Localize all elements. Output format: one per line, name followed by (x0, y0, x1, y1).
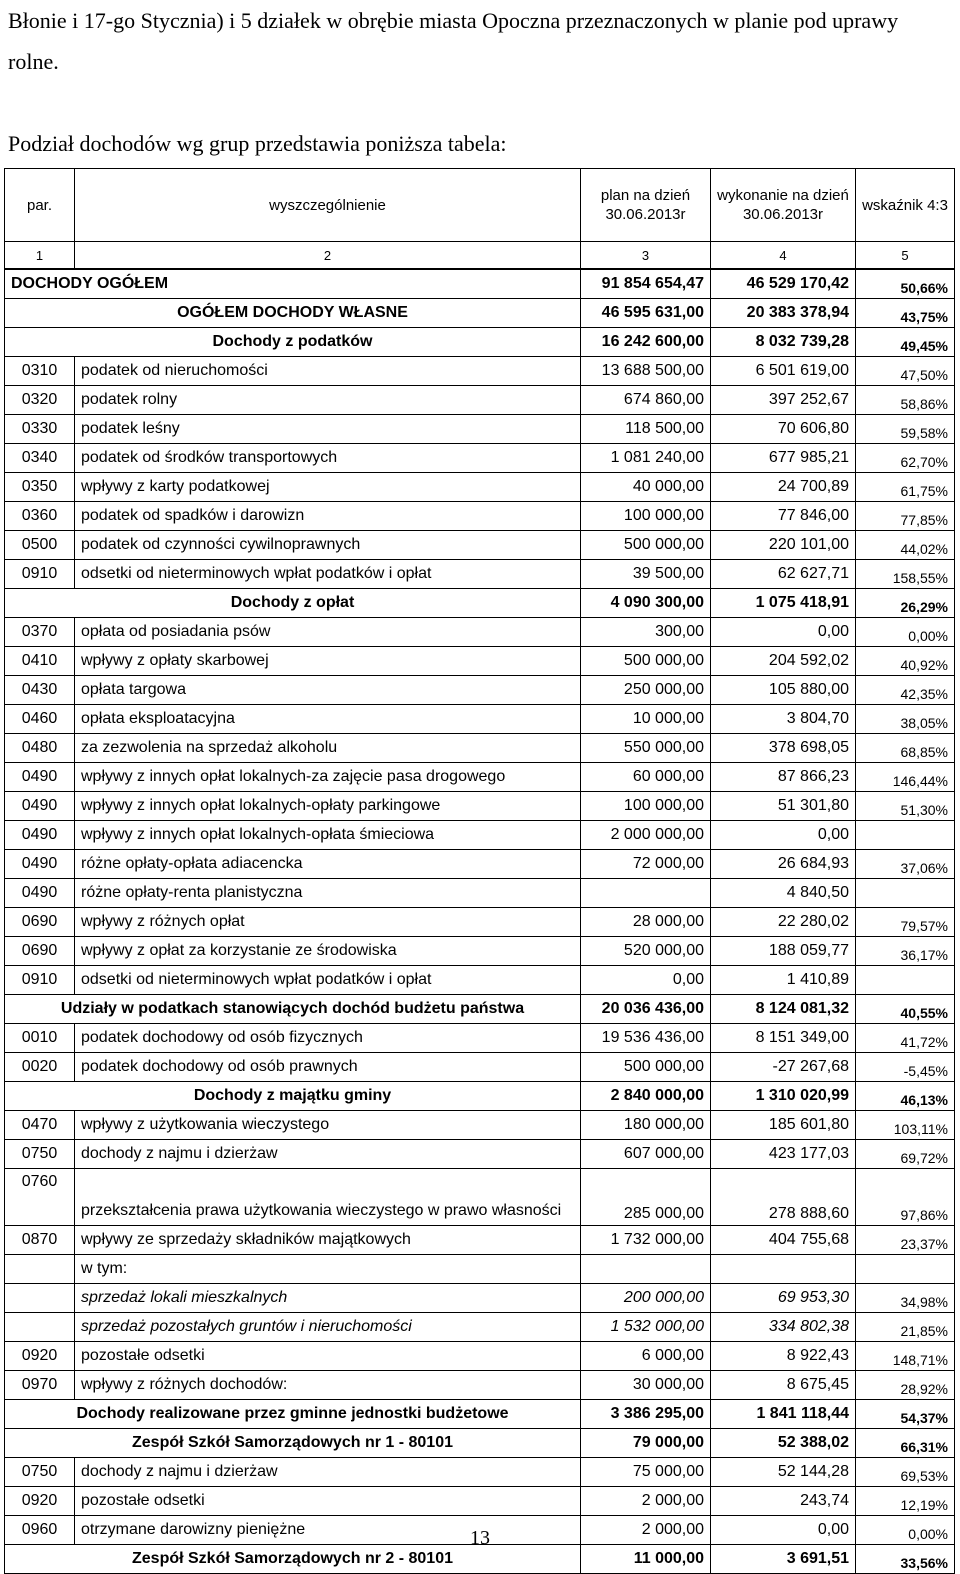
ratio-percent (856, 966, 955, 995)
execution-amount: 677 985,21 (711, 444, 856, 473)
row-description: otrzymane darowizny pieniężne (75, 1516, 581, 1545)
row-description: opłata eksploatacyjna (75, 705, 581, 734)
execution-amount: 397 252,67 (711, 386, 856, 415)
paragraph-code: 0410 (5, 647, 75, 676)
execution-amount: 8 151 349,00 (711, 1024, 856, 1053)
table-row (5, 763, 955, 792)
row-description: opłata od posiadania psów (75, 618, 581, 647)
plan-amount: 180 000,00 (581, 1111, 711, 1140)
plan-amount: 674 860,00 (581, 386, 711, 415)
table-row (5, 1169, 955, 1226)
table-header-row (5, 169, 955, 242)
paragraph-code: 0370 (5, 618, 75, 647)
execution-amount: 69 953,30 (711, 1284, 856, 1313)
section-title: Dochody z opłat (5, 589, 581, 618)
ratio-percent: 49,45% (856, 328, 955, 357)
ratio-percent: 44,02% (856, 531, 955, 560)
header-execution: wykonanie na dzień 30.06.2013r (711, 169, 856, 242)
row-description: wpływy z opłat za korzystanie ze środowiska (75, 937, 581, 966)
ratio-percent: 28,92% (856, 1371, 955, 1400)
plan-amount: 3 386 295,00 (581, 1400, 711, 1429)
ratio-percent: 79,57% (856, 908, 955, 937)
section-title: Dochody z podatków (5, 328, 581, 357)
execution-amount: 4 840,50 (711, 879, 856, 908)
table-row (5, 589, 955, 618)
ratio-percent: 40,92% (856, 647, 955, 676)
execution-amount: 204 592,02 (711, 647, 856, 676)
plan-amount (581, 879, 711, 908)
section-title: Udziały w podatkach stanowiących dochód budżetu państwa (5, 995, 581, 1024)
table-row (5, 1313, 955, 1342)
ratio-percent: 47,50% (856, 357, 955, 386)
plan-amount: 1 081 240,00 (581, 444, 711, 473)
ratio-percent (856, 1255, 955, 1284)
plan-amount: 16 242 600,00 (581, 328, 711, 357)
table-row (5, 1284, 955, 1313)
row-description: w tym: (75, 1255, 581, 1284)
plan-amount: 19 536 436,00 (581, 1024, 711, 1053)
execution-amount: -27 267,68 (711, 1053, 856, 1082)
ratio-percent: 12,19% (856, 1487, 955, 1516)
paragraph-code: 0330 (5, 415, 75, 444)
ratio-percent: 0,00% (856, 618, 955, 647)
ratio-percent: -5,45% (856, 1053, 955, 1082)
execution-amount: 77 846,00 (711, 502, 856, 531)
paragraph-code: 0460 (5, 705, 75, 734)
execution-amount: 1 310 020,99 (711, 1082, 856, 1111)
ratio-percent: 103,11% (856, 1111, 955, 1140)
column-number: 2 (75, 242, 581, 270)
paragraph-code: 0970 (5, 1371, 75, 1400)
row-description: różne opłaty-opłata adiacencka (75, 850, 581, 879)
ratio-percent: 41,72% (856, 1024, 955, 1053)
ratio-percent: 34,98% (856, 1284, 955, 1313)
plan-amount: 100 000,00 (581, 792, 711, 821)
table-body (5, 269, 955, 1574)
table-row (5, 734, 955, 763)
table-row (5, 1082, 955, 1111)
execution-amount: 3 804,70 (711, 705, 856, 734)
plan-amount: 28 000,00 (581, 908, 711, 937)
plan-amount: 500 000,00 (581, 1053, 711, 1082)
plan-amount: 4 090 300,00 (581, 589, 711, 618)
row-description: odsetki od nieterminowych wpłat podatków i opłat (75, 966, 581, 995)
execution-amount: 105 880,00 (711, 676, 856, 705)
execution-amount: 278 888,60 (711, 1169, 856, 1226)
ratio-percent: 0,00% (856, 1516, 955, 1545)
paragraph-code: 0500 (5, 531, 75, 560)
plan-amount: 13 688 500,00 (581, 357, 711, 386)
execution-amount: 334 802,38 (711, 1313, 856, 1342)
row-description: przekształcenia prawa użytkowania wieczystego w prawo własności (75, 1169, 581, 1226)
paragraph-code: 0320 (5, 386, 75, 415)
execution-amount: 188 059,77 (711, 937, 856, 966)
ratio-percent: 51,30% (856, 792, 955, 821)
paragraph-code: 0480 (5, 734, 75, 763)
execution-amount: 8 675,45 (711, 1371, 856, 1400)
table-row (5, 1255, 955, 1284)
paragraph-code: 0470 (5, 1111, 75, 1140)
paragraph-code: 0350 (5, 473, 75, 502)
execution-amount: 3 691,51 (711, 1545, 856, 1574)
table-row (5, 1371, 955, 1400)
paragraph-code: 0870 (5, 1226, 75, 1255)
row-description: wpływy z innych opłat lokalnych-za zajęcie pasa drogowego (75, 763, 581, 792)
table-row (5, 618, 955, 647)
row-description: pozostałe odsetki (75, 1487, 581, 1516)
table-row (5, 1053, 955, 1082)
execution-amount: 26 684,93 (711, 850, 856, 879)
execution-amount: 8 124 081,32 (711, 995, 856, 1024)
ratio-percent: 23,37% (856, 1226, 955, 1255)
plan-amount: 79 000,00 (581, 1429, 711, 1458)
row-description: dochody z najmu i dzierżaw (75, 1140, 581, 1169)
row-description: podatek rolny (75, 386, 581, 415)
ratio-percent: 46,13% (856, 1082, 955, 1111)
ratio-percent: 26,29% (856, 589, 955, 618)
ratio-percent: 40,55% (856, 995, 955, 1024)
execution-amount (711, 1255, 856, 1284)
row-description: wpływy z innych opłat lokalnych-opłaty parkingowe (75, 792, 581, 821)
section-title: Zespół Szkół Samorządowych nr 2 - 80101 (5, 1545, 581, 1574)
paragraph-code: 0960 (5, 1516, 75, 1545)
ratio-percent: 69,53% (856, 1458, 955, 1487)
row-description: wpływy z opłaty skarbowej (75, 647, 581, 676)
income-table (4, 168, 955, 1574)
execution-amount: 62 627,71 (711, 560, 856, 589)
paragraph-code: 0690 (5, 937, 75, 966)
row-description: wpływy z różnych dochodów: (75, 1371, 581, 1400)
plan-amount: 500 000,00 (581, 531, 711, 560)
table-row (5, 647, 955, 676)
ratio-percent: 146,44% (856, 763, 955, 792)
paragraph-code: 0360 (5, 502, 75, 531)
plan-amount: 20 036 436,00 (581, 995, 711, 1024)
ratio-percent: 43,75% (856, 299, 955, 328)
row-description: dochody z najmu i dzierżaw (75, 1458, 581, 1487)
table-row (5, 879, 955, 908)
row-description: pozostałe odsetki (75, 1342, 581, 1371)
plan-amount: 46 595 631,00 (581, 299, 711, 328)
paragraph-code: 0750 (5, 1140, 75, 1169)
paragraph-code: 0020 (5, 1053, 75, 1082)
row-description: podatek od nieruchomości (75, 357, 581, 386)
section-title: DOCHODY OGÓŁEM (5, 269, 581, 299)
ratio-percent: 58,86% (856, 386, 955, 415)
ratio-percent: 148,71% (856, 1342, 955, 1371)
table-row (5, 269, 955, 299)
plan-amount: 300,00 (581, 618, 711, 647)
table-row (5, 966, 955, 995)
ratio-percent: 77,85% (856, 502, 955, 531)
plan-amount: 200 000,00 (581, 1284, 711, 1313)
table-row (5, 560, 955, 589)
paragraph-code: 0340 (5, 444, 75, 473)
column-number: 3 (581, 242, 711, 270)
execution-amount: 6 501 619,00 (711, 357, 856, 386)
section-title: Dochody z majątku gminy (5, 1082, 581, 1111)
plan-amount: 10 000,00 (581, 705, 711, 734)
column-number: 5 (856, 242, 955, 270)
paragraph-code: 0760 (5, 1169, 75, 1226)
plan-amount: 40 000,00 (581, 473, 711, 502)
table-row (5, 995, 955, 1024)
ratio-percent (856, 821, 955, 850)
plan-amount: 2 000,00 (581, 1516, 711, 1545)
section-title: Zespół Szkół Samorządowych nr 1 - 80101 (5, 1429, 581, 1458)
row-description: za zezwolenia na sprzedaż alkoholu (75, 734, 581, 763)
execution-amount: 243,74 (711, 1487, 856, 1516)
ratio-percent: 54,37% (856, 1400, 955, 1429)
table-row (5, 473, 955, 502)
paragraph-code: 0920 (5, 1342, 75, 1371)
intro-text (8, 0, 953, 164)
plan-amount: 550 000,00 (581, 734, 711, 763)
paragraph-code: 0490 (5, 763, 75, 792)
row-description: wpływy z różnych opłat (75, 908, 581, 937)
table-row (5, 937, 955, 966)
plan-amount: 30 000,00 (581, 1371, 711, 1400)
row-description: wpływy ze sprzedaży składników majątkowych (75, 1226, 581, 1255)
table-row (5, 1429, 955, 1458)
table-row (5, 676, 955, 705)
execution-amount: 8 922,43 (711, 1342, 856, 1371)
table-row (5, 1226, 955, 1255)
table-row (5, 444, 955, 473)
table-row (5, 1342, 955, 1371)
paragraph-code: 0430 (5, 676, 75, 705)
paragraph-code: 0310 (5, 357, 75, 386)
column-number: 4 (711, 242, 856, 270)
execution-amount: 22 280,02 (711, 908, 856, 937)
header-plan: plan na dzień 30.06.2013r (581, 169, 711, 242)
paragraph-code: 0690 (5, 908, 75, 937)
execution-amount: 52 144,28 (711, 1458, 856, 1487)
plan-amount: 72 000,00 (581, 850, 711, 879)
plan-amount: 250 000,00 (581, 676, 711, 705)
execution-amount: 52 388,02 (711, 1429, 856, 1458)
plan-amount: 75 000,00 (581, 1458, 711, 1487)
execution-amount: 8 032 739,28 (711, 328, 856, 357)
execution-amount: 87 866,23 (711, 763, 856, 792)
ratio-percent: 62,70% (856, 444, 955, 473)
paragraph-code: 0910 (5, 560, 75, 589)
plan-amount: 285 000,00 (581, 1169, 711, 1226)
row-description: wpływy z innych opłat lokalnych-opłata śmieciowa (75, 821, 581, 850)
row-description: podatek od czynności cywilnoprawnych (75, 531, 581, 560)
paragraph-code: 0490 (5, 850, 75, 879)
paragraph-code (5, 1255, 75, 1284)
paragraph-code: 0010 (5, 1024, 75, 1053)
column-number: 1 (5, 242, 75, 270)
plan-amount: 91 854 654,47 (581, 269, 711, 299)
plan-amount: 100 000,00 (581, 502, 711, 531)
section-title: OGÓŁEM DOCHODY WŁASNE (5, 299, 581, 328)
table-row (5, 531, 955, 560)
ratio-percent: 37,06% (856, 850, 955, 879)
paragraph-code: 0910 (5, 966, 75, 995)
table-row (5, 415, 955, 444)
ratio-percent: 66,31% (856, 1429, 955, 1458)
row-description: sprzedaż lokali mieszkalnych (75, 1284, 581, 1313)
table-row (5, 357, 955, 386)
plan-amount: 2 000 000,00 (581, 821, 711, 850)
plan-amount: 39 500,00 (581, 560, 711, 589)
intro-paragraph-1: Błonie i 17-go Stycznia) i 5 działek w obrębie miasta Opoczna przeznaczonych w planie pod uprawy rolne. (8, 8, 899, 74)
ratio-percent: 68,85% (856, 734, 955, 763)
column-number-row (5, 242, 955, 270)
ratio-percent: 69,72% (856, 1140, 955, 1169)
row-description: podatek od spadków i darowizn (75, 502, 581, 531)
paragraph-code (5, 1284, 75, 1313)
execution-amount: 0,00 (711, 821, 856, 850)
execution-amount: 46 529 170,42 (711, 269, 856, 299)
plan-amount: 1 732 000,00 (581, 1226, 711, 1255)
execution-amount: 378 698,05 (711, 734, 856, 763)
execution-amount: 185 601,80 (711, 1111, 856, 1140)
table-row (5, 328, 955, 357)
table-row (5, 1024, 955, 1053)
execution-amount: 70 606,80 (711, 415, 856, 444)
plan-amount: 60 000,00 (581, 763, 711, 792)
plan-amount: 0,00 (581, 966, 711, 995)
row-description: podatek od środków transportowych (75, 444, 581, 473)
ratio-percent: 33,56% (856, 1545, 955, 1574)
plan-amount: 118 500,00 (581, 415, 711, 444)
execution-amount: 0,00 (711, 1516, 856, 1545)
section-title: Dochody realizowane przez gminne jednostki budżetowe (5, 1400, 581, 1429)
ratio-percent: 42,35% (856, 676, 955, 705)
table-row (5, 705, 955, 734)
execution-amount: 1 841 118,44 (711, 1400, 856, 1429)
row-description: wpływy z użytkowania wieczystego (75, 1111, 581, 1140)
ratio-percent: 50,66% (856, 269, 955, 299)
table-row (5, 821, 955, 850)
execution-amount: 20 383 378,94 (711, 299, 856, 328)
row-description: wpływy z karty podatkowej (75, 473, 581, 502)
table-row (5, 792, 955, 821)
table-row (5, 1487, 955, 1516)
row-description: podatek dochodowy od osób fizycznych (75, 1024, 581, 1053)
plan-amount: 6 000,00 (581, 1342, 711, 1371)
table-row (5, 850, 955, 879)
header-description: wyszczególnienie (75, 169, 581, 242)
ratio-percent: 38,05% (856, 705, 955, 734)
plan-amount: 500 000,00 (581, 647, 711, 676)
execution-amount: 51 301,80 (711, 792, 856, 821)
ratio-percent: 158,55% (856, 560, 955, 589)
execution-amount: 1 410,89 (711, 966, 856, 995)
execution-amount: 1 075 418,91 (711, 589, 856, 618)
plan-amount: 607 000,00 (581, 1140, 711, 1169)
paragraph-code: 0490 (5, 792, 75, 821)
header-par: par. (5, 169, 75, 242)
row-description: podatek dochodowy od osób prawnych (75, 1053, 581, 1082)
table-row (5, 1111, 955, 1140)
plan-amount (581, 1255, 711, 1284)
row-description: podatek leśny (75, 415, 581, 444)
table-row (5, 299, 955, 328)
table-row (5, 1400, 955, 1429)
row-description: sprzedaż pozostałych gruntów i nieruchomości (75, 1313, 581, 1342)
page-number: 13 (470, 1527, 490, 1549)
execution-amount: 0,00 (711, 618, 856, 647)
plan-amount: 520 000,00 (581, 937, 711, 966)
execution-amount: 24 700,89 (711, 473, 856, 502)
paragraph-code: 0490 (5, 879, 75, 908)
row-description: odsetki od nieterminowych wpłat podatków i opłat (75, 560, 581, 589)
plan-amount: 2 000,00 (581, 1487, 711, 1516)
row-description: opłata targowa (75, 676, 581, 705)
intro-paragraph-2: Podział dochodów wg grup przedstawia poniższa tabela: (8, 131, 507, 156)
header-ratio: wskaźnik 4:3 (856, 169, 955, 242)
paragraph-code: 0750 (5, 1458, 75, 1487)
row-description: różne opłaty-renta planistyczna (75, 879, 581, 908)
ratio-percent: 59,58% (856, 415, 955, 444)
plan-amount: 11 000,00 (581, 1545, 711, 1574)
plan-amount: 2 840 000,00 (581, 1082, 711, 1111)
execution-amount: 220 101,00 (711, 531, 856, 560)
paragraph-code: 0920 (5, 1487, 75, 1516)
table-row (5, 386, 955, 415)
table-row (5, 1458, 955, 1487)
ratio-percent (856, 879, 955, 908)
paragraph-code (5, 1313, 75, 1342)
paragraph-code: 0490 (5, 821, 75, 850)
table-row (5, 502, 955, 531)
table-row (5, 908, 955, 937)
ratio-percent: 61,75% (856, 473, 955, 502)
plan-amount: 1 532 000,00 (581, 1313, 711, 1342)
ratio-percent: 97,86% (856, 1169, 955, 1226)
table-row (5, 1140, 955, 1169)
ratio-percent: 21,85% (856, 1313, 955, 1342)
execution-amount: 404 755,68 (711, 1226, 856, 1255)
execution-amount: 423 177,03 (711, 1140, 856, 1169)
ratio-percent: 36,17% (856, 937, 955, 966)
